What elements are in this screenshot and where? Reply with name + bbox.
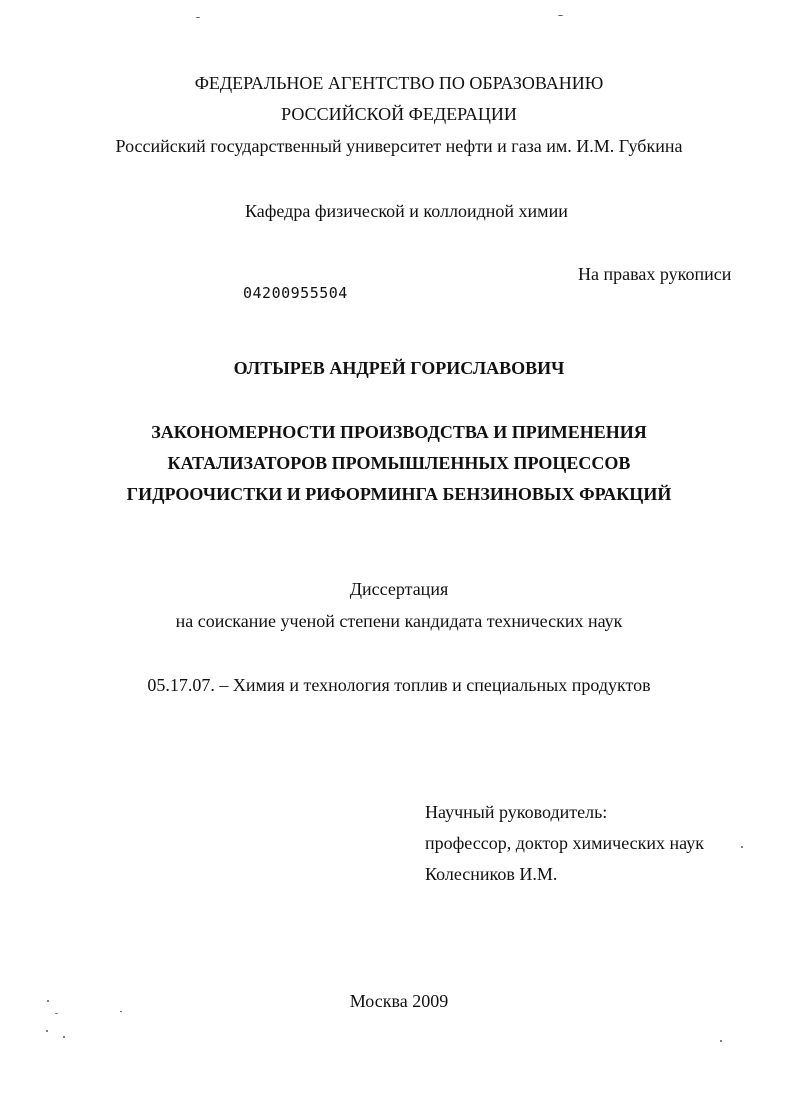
scan-speck: [120, 1011, 122, 1012]
scan-speck: [720, 1040, 722, 1042]
author-name: ОЛТЫРЕВ АНДРЕЙ ГОРИСЛАВОВИЧ: [233, 358, 565, 378]
scan-speck: [558, 15, 563, 16]
agency-line-2: РОССИЙСКОЙ ФЕДЕРАЦИИ: [281, 104, 517, 124]
university-name: Российский государственный университет нефти и газа им. И.М. Губкина: [115, 136, 683, 156]
scan-speck: [196, 17, 200, 18]
scan-speck: [46, 1030, 48, 1032]
scan-speck: [63, 1036, 65, 1038]
scan-speck: [741, 846, 743, 848]
specialty-line: 05.17.07. – Химия и технология топлив и специальных продуктов: [147, 675, 651, 695]
work-type: Диссертация: [349, 579, 449, 599]
place-year: Москва 2009: [349, 991, 449, 1011]
department-name: Кафедра физической и коллоидной химии: [245, 201, 568, 221]
catalog-number: 04200955504: [243, 284, 348, 302]
scan-speck: [47, 1000, 49, 1002]
thesis-title-line-2: КАТАЛИЗАТОРОВ ПРОМЫШЛЕННЫХ ПРОЦЕССОВ: [167, 453, 631, 473]
supervisor-position: профессор, доктор химических наук: [425, 833, 704, 853]
scan-speck: [55, 1013, 58, 1014]
supervisor-label: Научный руководитель:: [425, 802, 608, 822]
thesis-title-line-3: ГИДРООЧИСТКИ И РИФОРМИНГА БЕНЗИНОВЫХ ФРАКЦИЙ: [126, 484, 672, 504]
degree-line: на соискание ученой степени кандидата технических наук: [175, 611, 623, 631]
manuscript-note: На правах рукописи: [578, 264, 732, 284]
thesis-title-line-1: ЗАКОНОМЕРНОСТИ ПРОИЗВОДСТВА И ПРИМЕНЕНИЯ: [151, 422, 647, 442]
supervisor-name: Колесников И.М.: [425, 864, 558, 884]
agency-line-1: ФЕДЕРАЛЬНОЕ АГЕНТСТВО ПО ОБРАЗОВАНИЮ: [194, 73, 604, 93]
